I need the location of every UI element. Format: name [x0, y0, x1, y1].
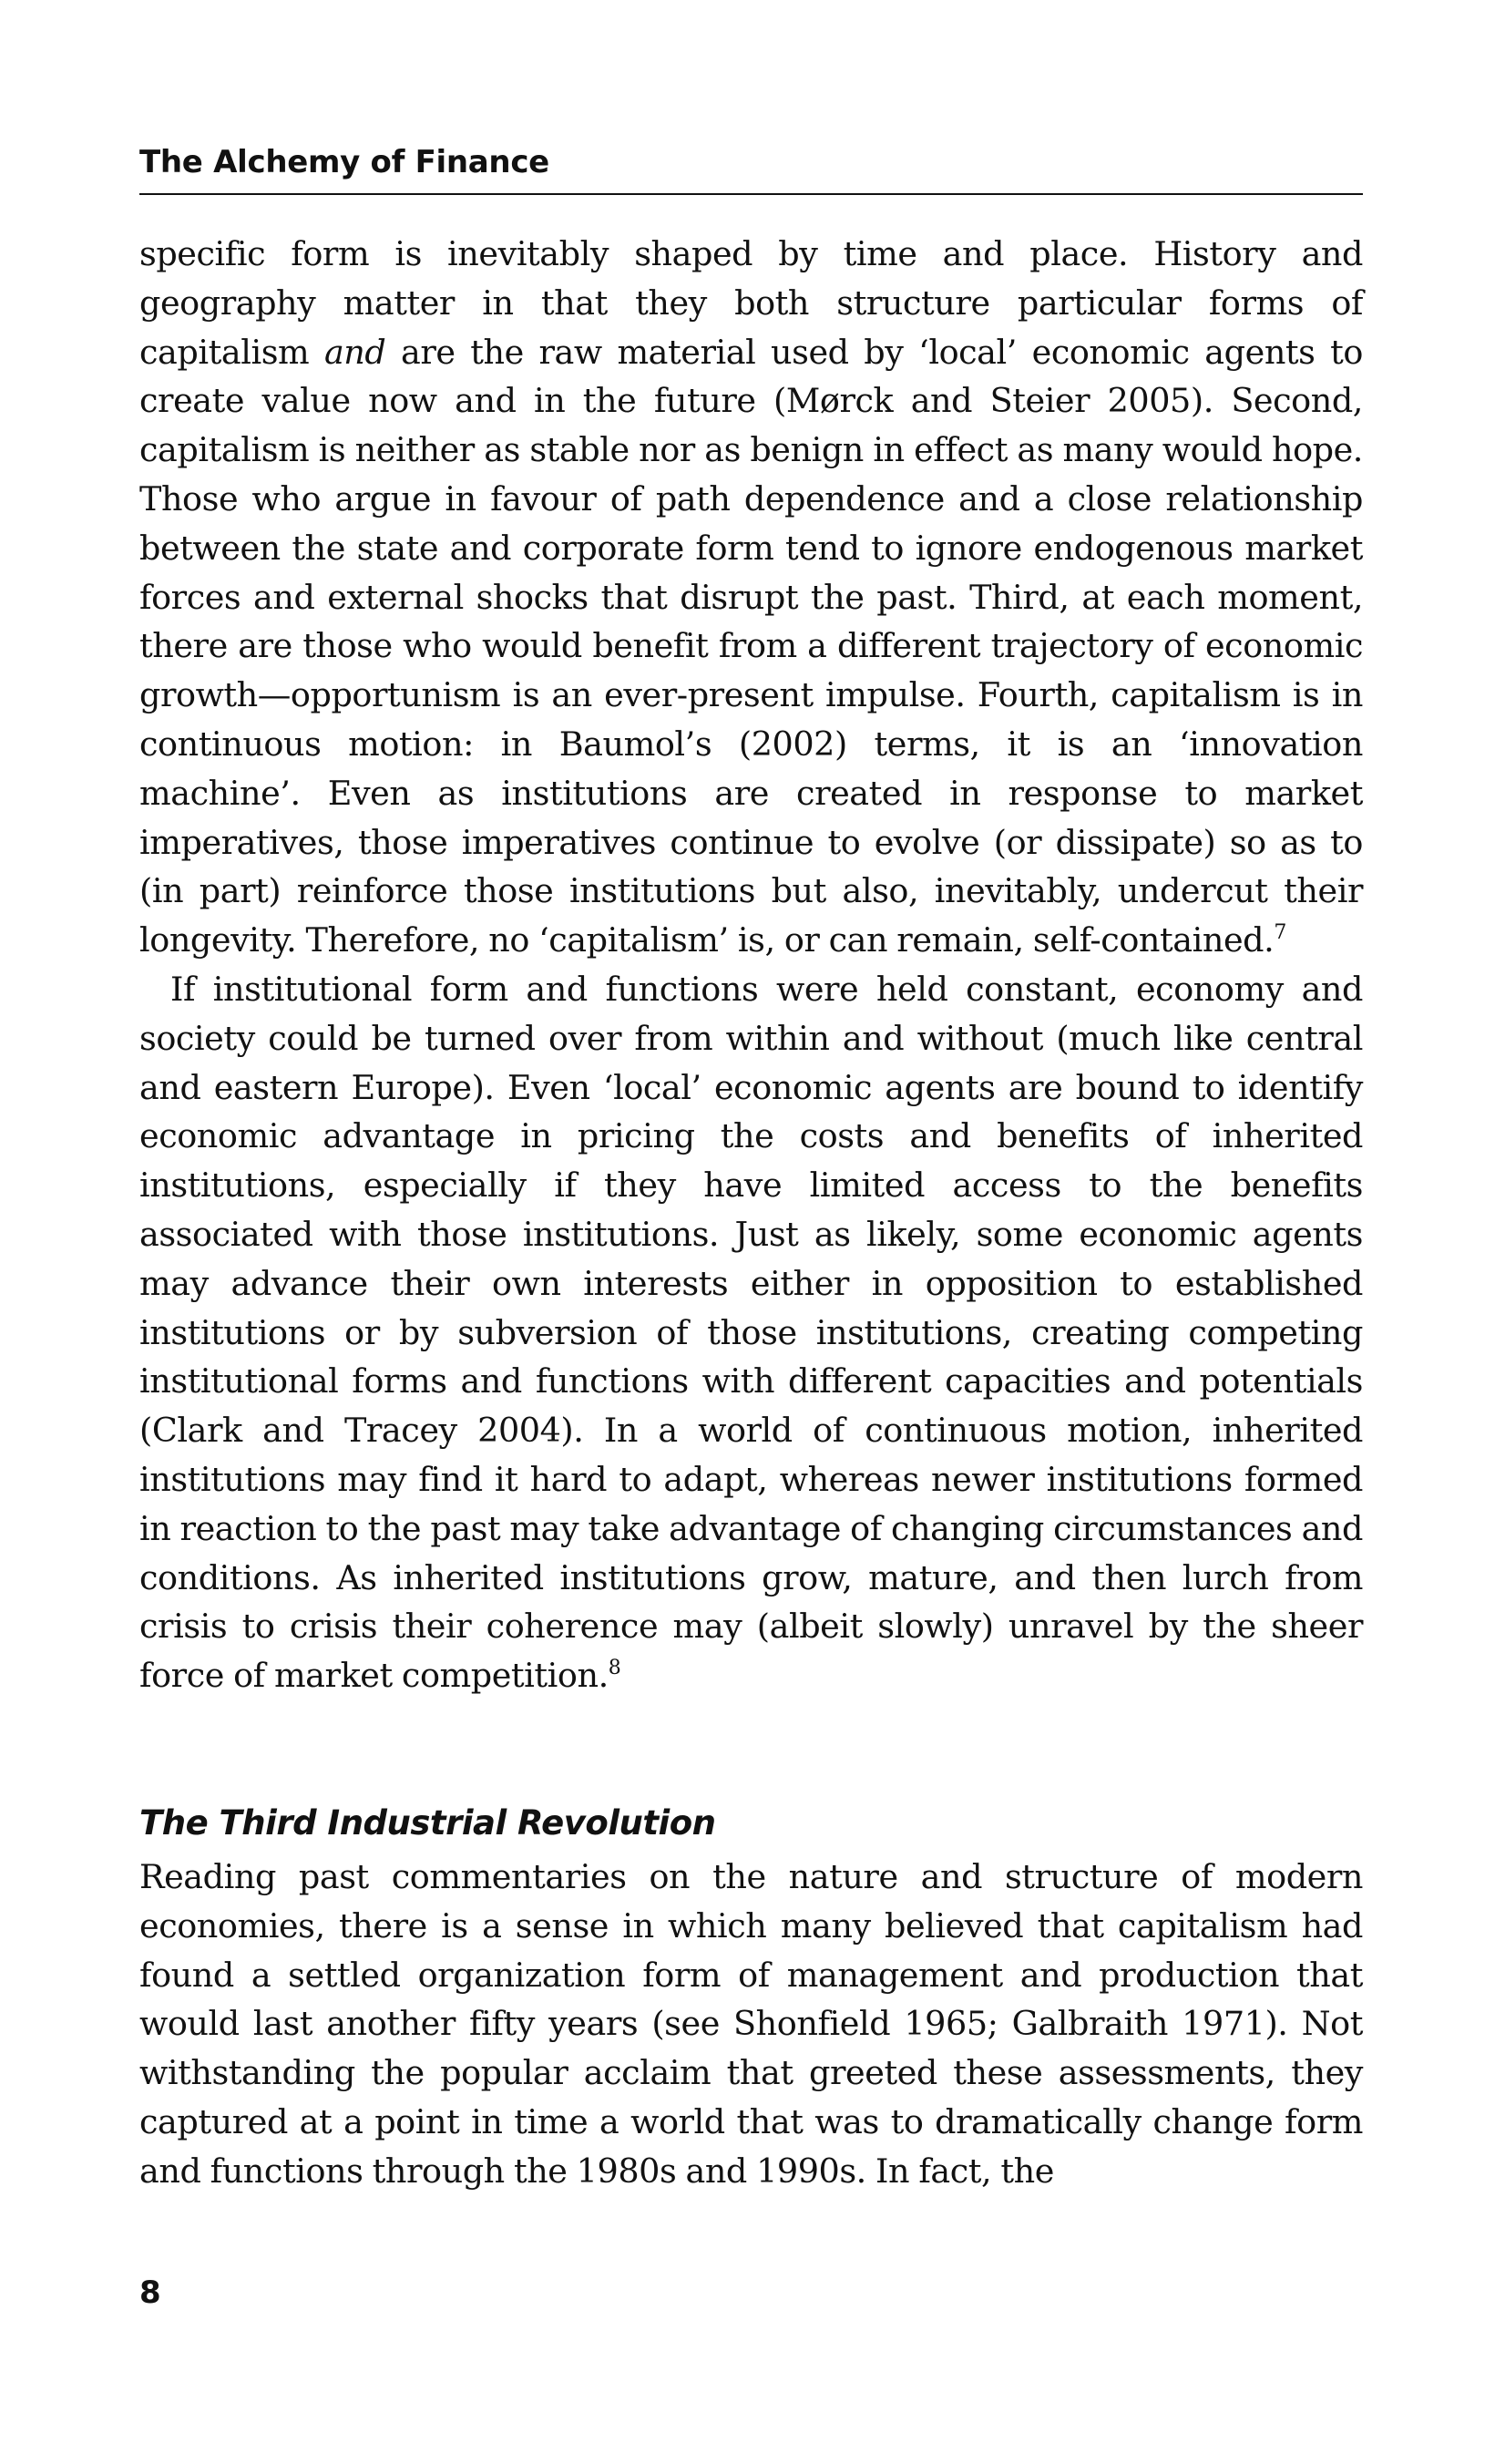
- book-title: The Alchemy of Finance: [139, 144, 549, 180]
- emphasis-text: and: [323, 332, 386, 372]
- paragraph-text: specific form is inevitably shaped by time and place. History and geography matter in that they both structure particular forms of capitalism: [139, 234, 1363, 372]
- body-text: [139, 230, 1363, 1700]
- section-heading: The Third Industrial Revolution: [139, 1802, 716, 1843]
- paragraph: [139, 965, 1363, 1700]
- running-head: [139, 139, 1363, 195]
- paragraph-continued: [139, 230, 1363, 965]
- page-number: 8: [139, 2274, 161, 2311]
- footnote-marker: 8: [608, 1657, 621, 1680]
- section-text: [139, 1853, 1363, 2196]
- paragraph: Reading past commentaries on the nature and structure of modern economies, there is a sense in which many believed that capitalism had found a settled organization form of management and production that would last another fifty years (see Shonfield 1965; Galbraith 1971). Not withstanding the popular acclaim that greeted these assessments, they captured at a point in time a world that was to dramatically change form and functions through the 1980s and 1990s. In fact, the: [139, 1857, 1363, 2191]
- footnote-marker: 7: [1274, 921, 1286, 945]
- paragraph-text: are the raw material used by ‘local’ economic agents to create value now and in the future (Mørck and Steier 2005). Second, capitalism is neither as stable nor as benign in effect as many would hope. Those who argue in favour of path dependence and a close relationship between the state and corporate form tend to ignore endogenous market forces and external shocks that disrupt the past. Third, at each moment, there are those who would benefit from a different trajectory of economic growth—opportunism is an ever-present impulse. Fourth, capitalism is in continuous motion: in Baumol’s (2002) terms, it is an ‘innovation machine’. Even as institutions are created in response to market imperatives, those imperatives continue to evolve (or dissipate) so as to (in part) reinforce those institutions but also, inevitably, undercut their longevity. Therefore, no ‘capitalism’ is, or can remain, self-contained.: [139, 332, 1363, 960]
- paragraph-text: If institutional form and functions were held constant, economy and society could be turned over from within and without (much like central and eastern Europe). Even ‘local’ economic agents are bound to identify economic advantage in pricing the costs and benefits of inherited institutions, especially if they have limited access to the benefits associated with those institutions. Just as likely, some economic agents may advance their own interests either in opposition to established institutions or by subversion of those institutions, creating competing institutional forms and functions with different capacities and potentials (Clark and Tracey 2004). In a world of continuous motion, inherited institutions may find it hard to adapt, whereas newer institutions formed in reaction to the past may take advantage of changing circumstances and conditions. As inherited institutions grow, mature, and then lurch from crisis to crisis their coherence may (albeit slowly) unravel by the sheer force of market competition.: [139, 969, 1363, 1696]
